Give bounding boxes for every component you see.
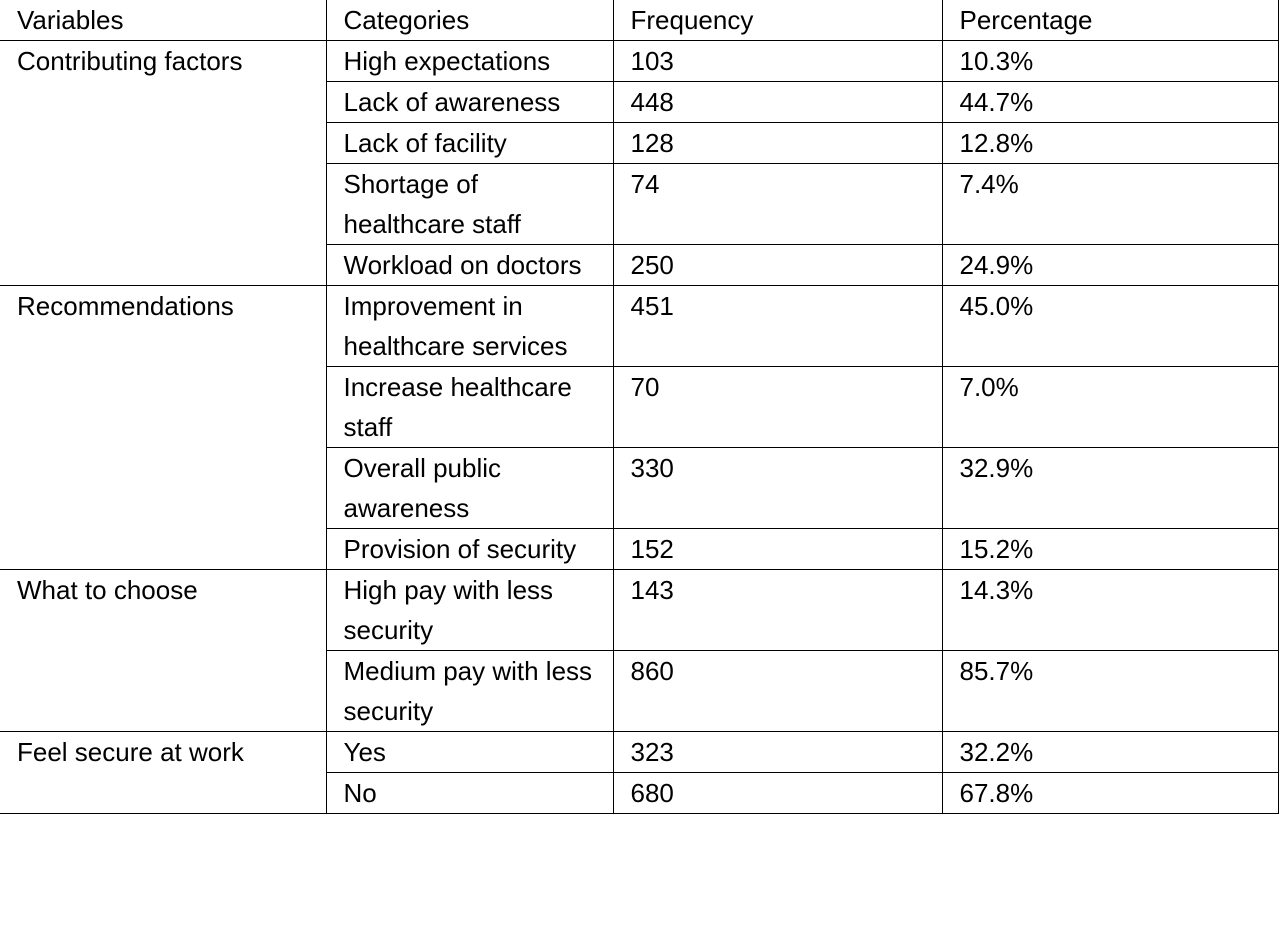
- category-cell: [326, 448, 613, 529]
- percentage-cell: [942, 367, 1278, 448]
- frequency-cell: [613, 286, 942, 367]
- frequency-value: 860: [630, 656, 674, 686]
- frequency-value: 250: [630, 250, 674, 280]
- category-cell: [326, 41, 613, 82]
- frequency-value: 330: [630, 453, 674, 483]
- category-cell: [326, 732, 613, 773]
- percentage-value: 45.0%: [959, 291, 1034, 321]
- variable-label: Contributing factors: [17, 46, 243, 76]
- percentage-value: 12.8%: [959, 128, 1034, 158]
- frequency-value: 128: [630, 128, 674, 158]
- percentage-value: 67.8%: [959, 778, 1034, 808]
- category-cell: [326, 529, 613, 570]
- percentage-value: 14.3%: [959, 575, 1034, 605]
- percentage-value: 24.9%: [959, 250, 1034, 280]
- category-cell: [326, 651, 613, 732]
- percentage-value: 7.4%: [959, 169, 1019, 199]
- category-value: Medium pay with less security: [343, 656, 593, 726]
- category-value: Overall public awareness: [343, 453, 502, 523]
- frequency-cell: [613, 164, 942, 245]
- variable-cell: [0, 732, 326, 814]
- category-cell: [326, 245, 613, 286]
- category-cell: [326, 570, 613, 651]
- frequency-value: 143: [630, 575, 674, 605]
- header-categories: Categories: [326, 0, 613, 41]
- category-cell: [326, 123, 613, 164]
- category-cell: [326, 82, 613, 123]
- frequency-value: 323: [630, 737, 674, 767]
- category-value: High expectations: [343, 46, 551, 76]
- percentage-cell: [942, 82, 1278, 123]
- frequency-cell: [613, 529, 942, 570]
- percentage-value: 15.2%: [959, 534, 1034, 564]
- category-value: Yes: [343, 737, 386, 767]
- header-frequency: Frequency: [613, 0, 942, 41]
- percentage-cell: [942, 41, 1278, 82]
- variable-cell: [0, 286, 326, 570]
- category-value: Lack of awareness: [343, 87, 561, 117]
- frequency-cell: [613, 41, 942, 82]
- table-row: [0, 41, 1278, 82]
- category-value: Increase healthcare staff: [343, 372, 572, 442]
- percentage-cell: [942, 773, 1278, 814]
- category-value: Lack of facility: [343, 128, 507, 158]
- frequency-value: 152: [630, 534, 674, 564]
- percentage-cell: [942, 448, 1278, 529]
- variable-cell: [0, 41, 326, 286]
- category-value: No: [343, 778, 377, 808]
- percentage-cell: [942, 651, 1278, 732]
- header-row: [0, 0, 1278, 41]
- percentage-value: 10.3%: [959, 46, 1034, 76]
- percentage-value: 44.7%: [959, 87, 1034, 117]
- percentage-cell: [942, 164, 1278, 245]
- table-row: [0, 570, 1278, 651]
- table-row: [0, 286, 1278, 367]
- frequency-cell: [613, 448, 942, 529]
- percentage-cell: [942, 570, 1278, 651]
- frequency-cell: [613, 570, 942, 651]
- frequency-value: 74: [630, 169, 660, 199]
- variable-label: What to choose: [17, 575, 198, 605]
- frequency-cell: [613, 367, 942, 448]
- frequency-cell: [613, 732, 942, 773]
- table-body: [0, 41, 1278, 814]
- frequency-cell: [613, 123, 942, 164]
- percentage-cell: [942, 123, 1278, 164]
- frequency-value: 451: [630, 291, 674, 321]
- percentage-cell: [942, 529, 1278, 570]
- frequency-cell: [613, 245, 942, 286]
- percentage-value: 85.7%: [959, 656, 1034, 686]
- frequency-value: 70: [630, 372, 660, 402]
- category-value: Workload on doctors: [343, 250, 582, 280]
- percentage-cell: [942, 732, 1278, 773]
- category-value: Shortage of healthcare staff: [343, 169, 521, 239]
- table-row: [0, 732, 1278, 773]
- frequency-cell: [613, 651, 942, 732]
- frequency-value: 680: [630, 778, 674, 808]
- percentage-value: 32.9%: [959, 453, 1034, 483]
- percentage-cell: [942, 245, 1278, 286]
- header-variables: Variables: [0, 0, 326, 41]
- variable-label: Recommendations: [17, 291, 234, 321]
- header-percentage: Percentage: [942, 0, 1278, 41]
- category-cell: [326, 367, 613, 448]
- category-value: Improvement in healthcare services: [343, 291, 568, 361]
- frequency-value: 448: [630, 87, 674, 117]
- variable-label: Feel secure at work: [17, 737, 244, 767]
- percentage-value: 32.2%: [959, 737, 1034, 767]
- frequency-cell: [613, 773, 942, 814]
- category-cell: [326, 286, 613, 367]
- variable-cell: [0, 570, 326, 732]
- percentage-cell: [942, 286, 1278, 367]
- category-value: High pay with less security: [343, 575, 554, 645]
- frequency-value: 103: [630, 46, 674, 76]
- category-value: Provision of security: [343, 534, 577, 564]
- category-cell: [326, 773, 613, 814]
- frequency-cell: [613, 82, 942, 123]
- percentage-value: 7.0%: [959, 372, 1019, 402]
- category-cell: [326, 164, 613, 245]
